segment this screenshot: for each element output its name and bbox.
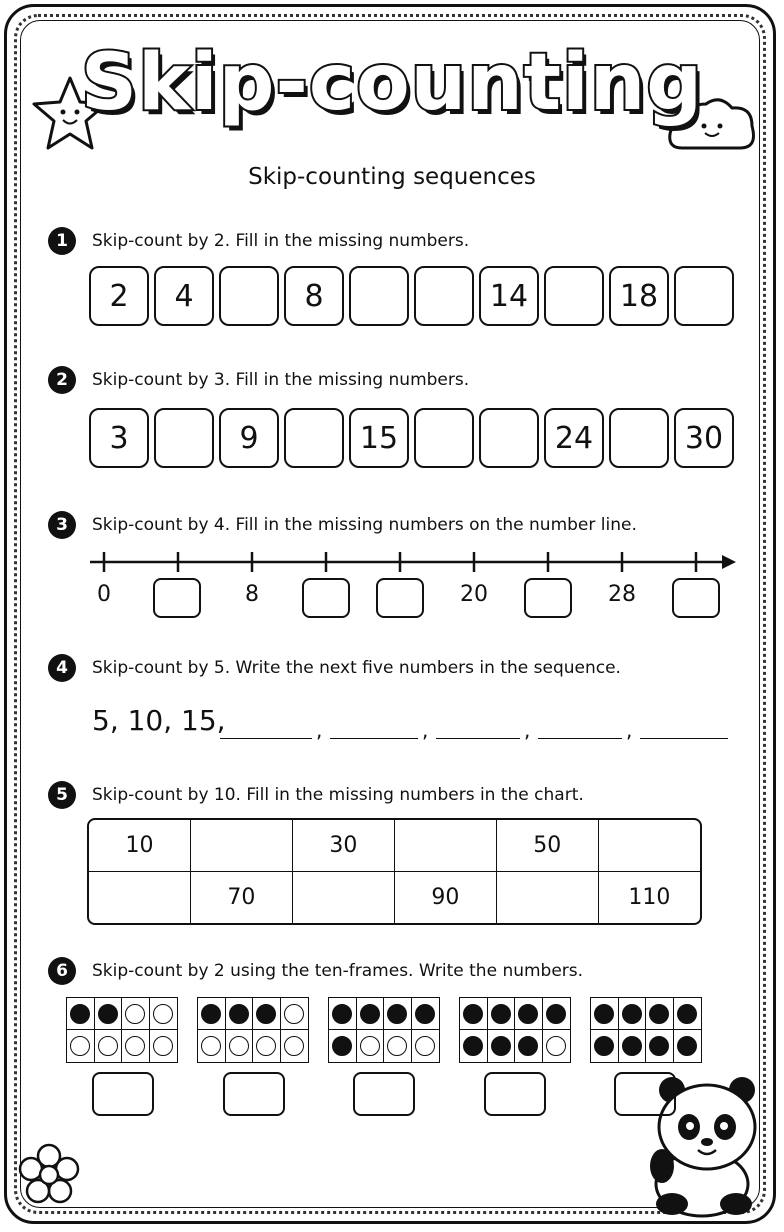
ten-frame-cell [226,1030,254,1062]
ten-frame-cell [150,998,178,1030]
empty-counter [284,1004,304,1024]
ten-frame-cell [543,1030,571,1062]
chart-cell[interactable]: 10 [89,820,191,872]
number-box[interactable]: 24 [544,408,604,468]
question-number: 1 [48,227,76,255]
ten-frame-cell [460,998,488,1030]
page-title: Skip-counting [80,38,704,128]
number-box[interactable]: 30 [674,408,734,468]
ten-frame [590,997,702,1063]
empty-counter [98,1036,118,1056]
ten-frame-cell [122,1030,150,1062]
empty-counter [229,1036,249,1056]
filled-counter [98,1004,118,1024]
empty-counter [360,1036,380,1056]
chart-cell[interactable] [599,820,700,872]
ten-frame-cell [515,1030,543,1062]
empty-counter [201,1036,221,1056]
ten-frame-cell [515,998,543,1030]
filled-counter [622,1004,642,1024]
number-line-box[interactable] [524,578,572,618]
number-box[interactable] [414,408,474,468]
filled-counter [229,1004,249,1024]
empty-counter [125,1036,145,1056]
number-line [88,550,738,574]
question-3 [48,511,637,539]
answer-row-1 [89,266,739,326]
question-6 [48,957,583,985]
number-box[interactable] [349,266,409,326]
filled-counter [622,1036,642,1056]
empty-counter [153,1036,173,1056]
number-box[interactable] [544,266,604,326]
ten-frame [459,997,571,1063]
ten-frame [328,997,440,1063]
number-box[interactable] [284,408,344,468]
filled-counter [256,1004,276,1024]
number-box[interactable] [414,266,474,326]
ten-frame-answer-box[interactable] [353,1072,415,1116]
question-2 [48,366,469,394]
ten-frame-cell [329,998,357,1030]
question-number: 3 [48,511,76,539]
ten-frame-cell [150,1030,178,1062]
ten-frame-cell [281,998,309,1030]
question-number: 6 [48,957,76,985]
tick-label: 0 [97,582,111,607]
question-4 [48,654,621,682]
filled-counter [463,1004,483,1024]
number-box[interactable]: 9 [219,408,279,468]
answer-blank[interactable] [220,738,312,739]
empty-counter [125,1004,145,1024]
empty-counter [70,1036,90,1056]
number-box[interactable] [154,408,214,468]
question-number: 5 [48,781,76,809]
tick-label: 28 [608,582,636,607]
filled-counter [415,1004,435,1024]
ten-frame-cell [122,998,150,1030]
number-box[interactable]: 15 [349,408,409,468]
number-box[interactable] [674,266,734,326]
empty-counter [387,1036,407,1056]
filled-counter [594,1036,614,1056]
ten-frame-cell [95,998,123,1030]
ten-frame-cell [67,1030,95,1062]
hundreds-chart [87,818,702,925]
number-box[interactable]: 8 [284,266,344,326]
question-text: Skip-count by 2 using the ten-frames. Write the numbers. [92,961,584,981]
answer-blank[interactable] [538,738,622,739]
page-subtitle: Skip-counting sequences [248,164,536,190]
number-box[interactable]: 4 [154,266,214,326]
filled-counter [518,1036,538,1056]
filled-counter [491,1004,511,1024]
number-line-box[interactable] [672,578,720,618]
ten-frame-cell [591,1030,619,1062]
flower-icon [16,1142,82,1208]
answer-blank[interactable] [330,738,418,739]
filled-counter [677,1036,697,1056]
number-box[interactable]: 3 [89,408,149,468]
comma: , [422,718,429,742]
number-line-box[interactable] [153,578,201,618]
ten-frame-cell [674,1030,702,1062]
chart-cell[interactable] [293,872,395,923]
number-box[interactable] [609,408,669,468]
ten-frame-answer-box[interactable] [614,1072,676,1116]
ten-frame-cell [384,1030,412,1062]
question-5 [48,781,584,809]
ten-frame-cell [543,998,571,1030]
ten-frame-cell [619,998,647,1030]
question-text: Skip-count by 4. Fill in the missing numbers on the number line. [92,515,637,535]
ten-frame-cell [329,1030,357,1062]
ten-frame-cell [488,1030,516,1062]
filled-counter [518,1004,538,1024]
number-line-box[interactable] [302,578,350,618]
filled-counter [201,1004,221,1024]
ten-frame-cell [591,998,619,1030]
tick-label: 8 [245,582,259,607]
question-1 [48,227,469,255]
filled-counter [677,1004,697,1024]
chart-cell[interactable]: 70 [191,872,293,923]
empty-counter [256,1036,276,1056]
empty-counter [546,1036,566,1056]
ten-frame-cell [67,998,95,1030]
ten-frame-cell [95,1030,123,1062]
question-number: 4 [48,654,76,682]
filled-counter [594,1004,614,1024]
answer-blank[interactable] [436,738,520,739]
ten-frame-cell [619,1030,647,1062]
filled-counter [463,1036,483,1056]
filled-counter [360,1004,380,1024]
empty-counter [153,1004,173,1024]
ten-frame-cell [198,1030,226,1062]
ten-frame-answer-box[interactable] [484,1072,546,1116]
ten-frame-cell [460,1030,488,1062]
number-box[interactable] [479,408,539,468]
filled-counter [332,1036,352,1056]
filled-counter [70,1004,90,1024]
question-text: Skip-count by 10. Fill in the missing numbers in the chart. [92,785,584,805]
comma: , [524,718,531,742]
empty-counter [284,1036,304,1056]
chart-cell[interactable] [191,820,293,872]
question-number: 2 [48,366,76,394]
chart-cell[interactable]: 30 [293,820,395,872]
chart-row [89,820,700,872]
filled-counter [491,1036,511,1056]
chart-row [89,872,700,923]
filled-counter [387,1004,407,1024]
ten-frame-cell [357,998,385,1030]
chart-cell[interactable] [395,820,497,872]
ten-frame-cell [253,998,281,1030]
ten-frame-answer-box[interactable] [223,1072,285,1116]
chart-cell[interactable]: 50 [497,820,599,872]
ten-frame-cell [226,998,254,1030]
ten-frame-cell [674,998,702,1030]
number-line-box[interactable] [376,578,424,618]
tick-label: 20 [460,582,488,607]
question-text: Skip-count by 3. Fill in the missing numbers. [92,370,470,390]
sequence-start: 5, 10, 15, [92,704,226,737]
ten-frame-cell [384,998,412,1030]
ten-frame-cell [198,998,226,1030]
ten-frame-cell [646,1030,674,1062]
chart-cell[interactable] [89,872,191,923]
ten-frame-cell [412,1030,440,1062]
ten-frame-cell [357,1030,385,1062]
ten-frame-cell [646,998,674,1030]
empty-counter [415,1036,435,1056]
chart-cell[interactable]: 90 [395,872,497,923]
ten-frame-cell [281,1030,309,1062]
filled-counter [546,1004,566,1024]
question-text: Skip-count by 5. Write the next five numbers in the sequence. [92,658,621,678]
number-box[interactable] [219,266,279,326]
filled-counter [332,1004,352,1024]
question-text: Skip-count by 2. Fill in the missing numbers. [92,231,470,251]
ten-frame [66,997,178,1063]
chart-cell[interactable]: 110 [628,885,671,910]
number-box[interactable]: 18 [609,266,669,326]
comma: , [626,718,633,742]
filled-counter [649,1036,669,1056]
ten-frame [197,997,309,1063]
number-box[interactable]: 14 [479,266,539,326]
ten-frame-cell [488,998,516,1030]
filled-counter [649,1004,669,1024]
ten-frame-cell [412,998,440,1030]
comma: , [316,718,323,742]
answer-blank[interactable] [640,738,728,739]
chart-cell[interactable] [497,872,599,923]
ten-frame-cell [253,1030,281,1062]
number-box[interactable]: 2 [89,266,149,326]
ten-frame-answer-box[interactable] [92,1072,154,1116]
answer-row-2 [89,408,739,468]
